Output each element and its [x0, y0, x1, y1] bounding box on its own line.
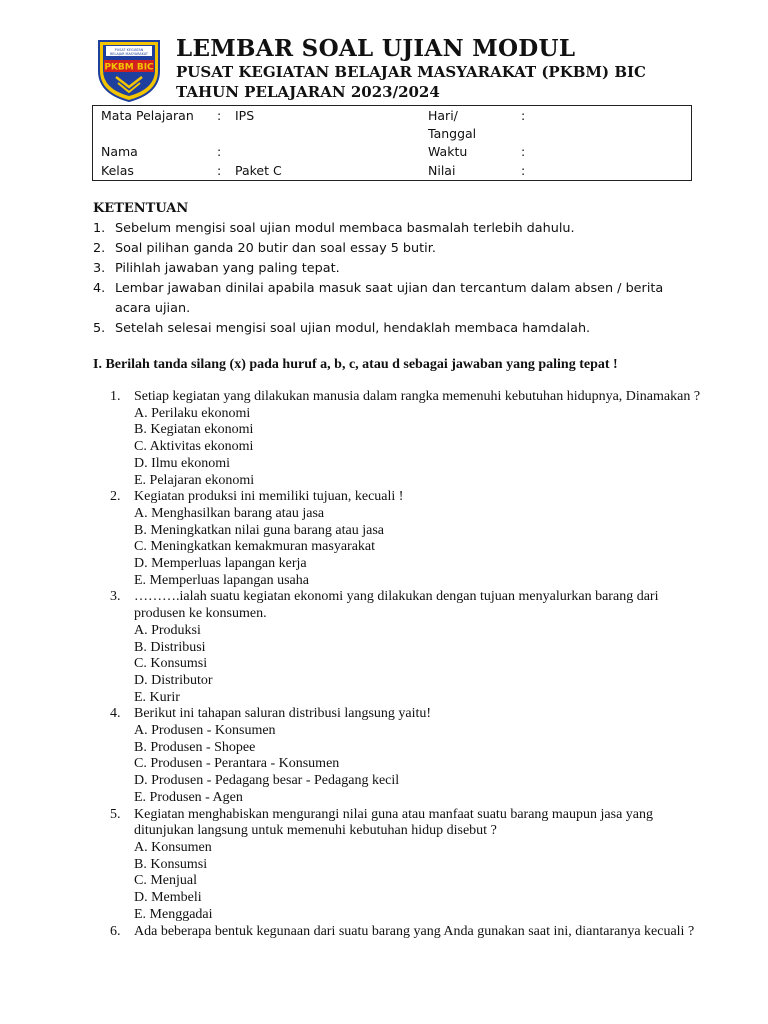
question-item	[110, 389, 710, 489]
answer-option[interactable]: E. Memperluas lapangan usaha	[134, 572, 309, 588]
question-text: Setiap kegiatan yang dilakukan manusia dalam rangka memenuhi kebutuhan hidupnya, Dinamakan ?	[134, 389, 701, 404]
ketentuan-heading: KETENTUAN	[93, 201, 189, 216]
hari-colon: :	[521, 108, 526, 123]
question-text: Kegiatan menghabiskan mengurangi nilai guna atau manfaat suatu barang maupun jasa yang ditunjukan langsung untuk memenuhi kebutuhan hidup disebut ?	[134, 806, 653, 839]
waktu-colon: :	[521, 144, 526, 159]
ketentuan-item	[93, 279, 693, 319]
document-title: LEMBAR SOAL UJIAN MODUL	[176, 35, 576, 62]
ketentuan-number: 4.	[93, 281, 106, 296]
answer-option[interactable]: D. Ilmu ekonomi	[134, 455, 231, 471]
header-titles	[176, 36, 646, 102]
answer-option[interactable]: B. Produsen - Shopee	[134, 739, 256, 755]
answer-option[interactable]: D. Membeli	[134, 890, 202, 906]
waktu-label: Waktu	[428, 144, 468, 159]
nilai-label: Nilai	[428, 163, 456, 178]
ketentuan-text: Pilihlah jawaban yang paling tepat.	[115, 261, 340, 276]
question-number: 4.	[110, 706, 121, 722]
ketentuan-list	[93, 219, 693, 339]
question-list	[110, 389, 710, 940]
ketentuan-number: 1.	[93, 221, 106, 236]
student-info-box	[92, 105, 692, 181]
ketentuan-item	[93, 319, 693, 339]
hari-label: Hari/	[428, 108, 458, 123]
answer-option[interactable]: A. Produksi	[134, 622, 201, 638]
nama-colon: :	[217, 144, 222, 159]
section-1-instruction: I. Berilah tanda silang (x) pada huruf a, b, c, atau d sebagai jawaban yang paling tepat !	[93, 357, 618, 372]
answer-option[interactable]: E. Kurir	[134, 689, 180, 705]
nilai-colon: :	[521, 163, 526, 178]
answer-option[interactable]: B. Kegiatan ekonomi	[134, 422, 254, 438]
ketentuan-item	[93, 259, 693, 279]
answer-option[interactable]: D. Memperluas lapangan kerja	[134, 556, 307, 572]
answer-option[interactable]: B. Konsumsi	[134, 856, 208, 872]
mapel-colon: :	[217, 108, 222, 123]
question-text: ……….ialah suatu kegiatan ekonomi yang dilakukan dengan tujuan menyalurkan barang dari produsen ke konsumen.	[134, 589, 659, 622]
answer-option[interactable]: A. Produsen - Konsumen	[134, 723, 276, 739]
question-text: Kegiatan produksi ini memiliki tujuan, kecuali !	[134, 489, 404, 505]
answer-option[interactable]: C. Menjual	[134, 873, 197, 889]
question-text: Berikut ini tahapan saluran distribusi langsung yaitu!	[134, 706, 432, 722]
logo-text-main: PKBM BIC	[104, 62, 154, 73]
answer-option[interactable]: B. Distribusi	[134, 639, 206, 655]
question-number: 1.	[110, 389, 121, 404]
question-item	[110, 589, 710, 706]
question-number: 5.	[110, 806, 121, 822]
answer-option[interactable]: C. Konsumsi	[134, 656, 208, 672]
answer-option[interactable]: A. Perilaku ekonomi	[134, 405, 251, 421]
answer-option[interactable]: D. Distributor	[134, 672, 213, 688]
academic-year: TAHUN PELAJARAN 2023/2024	[176, 83, 440, 101]
ketentuan-number: 3.	[93, 261, 106, 276]
answer-option[interactable]: E. Pelajaran ekonomi	[134, 472, 255, 488]
institution-name: PUSAT KEGIATAN BELAJAR MASYARAKAT (PKBM) BIC	[176, 63, 646, 81]
question-item	[110, 924, 710, 941]
ketentuan-text: Sebelum mengisi soal ujian modul membaca basmalah terlebih dahulu.	[115, 221, 575, 236]
question-number: 6.	[110, 923, 121, 939]
answer-option[interactable]: C. Aktivitas ekonomi	[134, 439, 254, 455]
kelas-colon: :	[217, 163, 222, 178]
ketentuan-number: 2.	[93, 241, 106, 256]
answer-option[interactable]: C. Meningkatkan kemakmuran masyarakat	[134, 539, 376, 555]
question-item	[110, 807, 710, 924]
answer-option[interactable]: B. Meningkatkan nilai guna barang atau jasa	[134, 522, 384, 538]
answer-option[interactable]: D. Produsen - Pedagang besar - Pedagang kecil	[134, 773, 400, 789]
answer-option[interactable]: E. Menggadai	[134, 906, 213, 922]
answer-option[interactable]: E. Produsen - Agen	[134, 789, 243, 805]
question-item	[110, 489, 710, 589]
answer-option[interactable]: C. Produsen - Perantara - Konsumen	[134, 756, 340, 772]
ketentuan-item	[93, 219, 693, 239]
question-text: Ada beberapa bentuk kegunaan dari suatu barang yang Anda gunakan saat ini, diantaranya kecuali ?	[134, 923, 695, 939]
kelas-value: Paket C	[235, 163, 282, 178]
question-number: 2.	[110, 489, 121, 505]
svg-text:BELAJAR MASYARAKAT: BELAJAR MASYARAKAT	[110, 52, 148, 56]
mapel-value: IPS	[235, 108, 255, 123]
tanggal-label: Tanggal	[428, 126, 477, 141]
answer-option[interactable]: A. Menghasilkan barang atau jasa	[134, 505, 325, 521]
ketentuan-text: Setelah selesai mengisi soal ujian modul, hendaklah membaca hamdalah.	[115, 321, 591, 336]
pkbm-logo	[96, 37, 162, 103]
ketentuan-text: Lembar jawaban dinilai apabila masuk saat ujian dan tercantum dalam absen / berita acara ujian.	[115, 281, 664, 316]
ketentuan-number: 5.	[93, 321, 106, 336]
ketentuan-item	[93, 239, 693, 259]
mapel-label: Mata Pelajaran	[101, 108, 194, 123]
nama-label: Nama	[101, 144, 138, 159]
kelas-label: Kelas	[101, 163, 134, 178]
answer-option[interactable]: A. Konsumen	[134, 839, 212, 855]
question-item	[110, 706, 710, 806]
logo-text-top: PUSAT KEGIATAN	[114, 48, 144, 52]
ketentuan-text: Soal pilihan ganda 20 butir dan soal essay 5 butir.	[115, 241, 436, 256]
question-number: 3.	[110, 589, 121, 605]
